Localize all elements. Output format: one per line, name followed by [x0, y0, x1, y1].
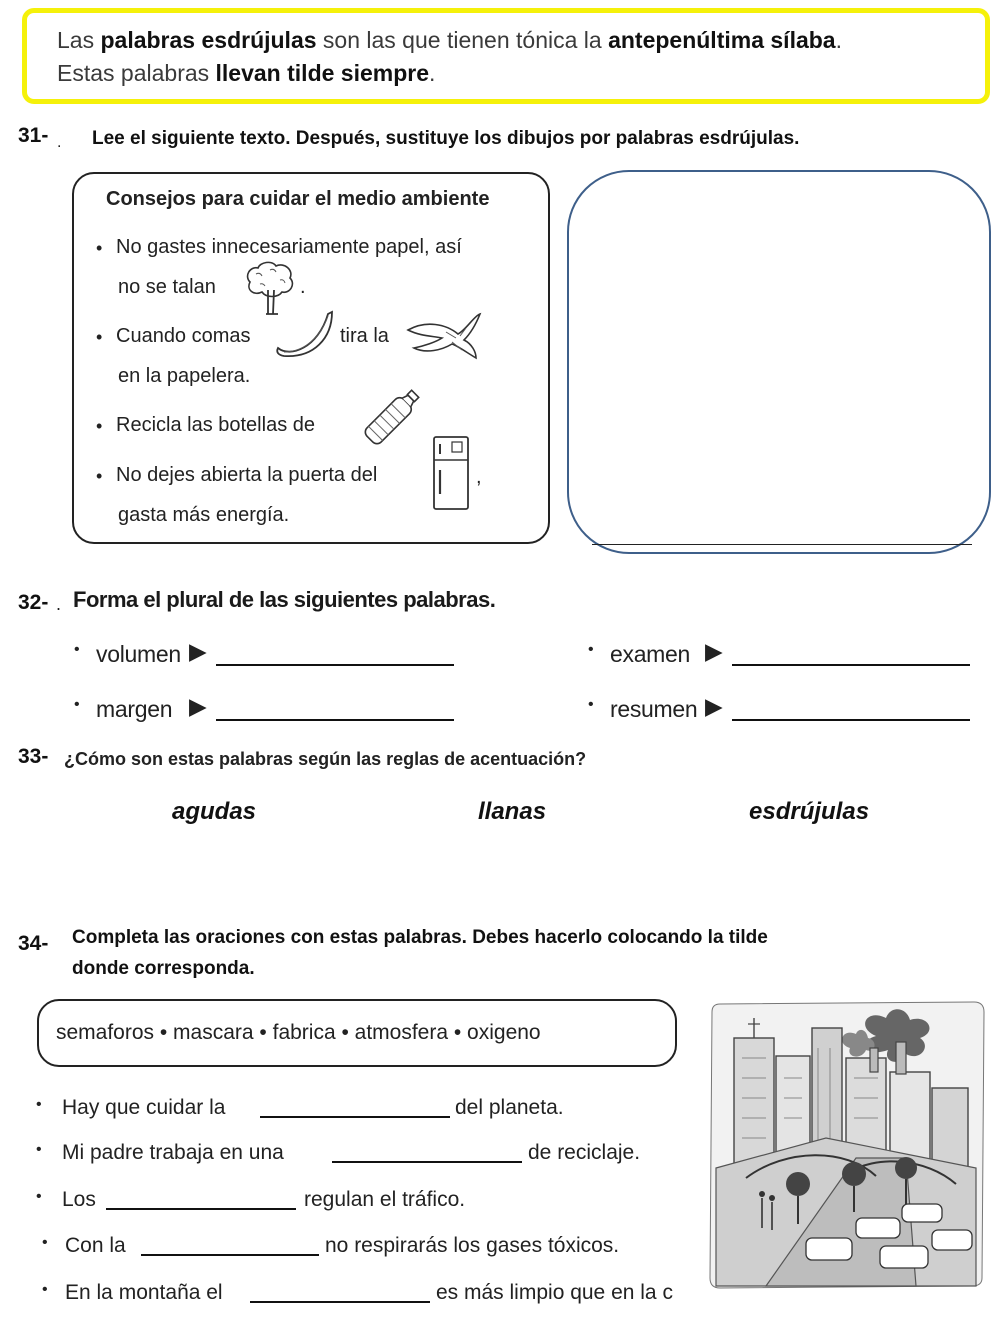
q32-bullet: •: [588, 696, 594, 713]
arrow-icon: ▶: [189, 638, 207, 664]
tip1-text-a: No gastes innecesariamente papel, así: [116, 236, 462, 258]
tip-bullet: •: [96, 327, 103, 347]
tip2-text-a: Cuando comas: [116, 325, 251, 347]
q32-number: 32-: [18, 591, 49, 614]
q32-dot: .: [56, 594, 62, 614]
sentence3-a: Los: [62, 1188, 96, 1211]
arrow-icon: ▶: [189, 693, 207, 719]
word-bank: semaforos • mascara • fabrica • atmosfera • oxigeno: [56, 1021, 541, 1044]
answer-blank-s5[interactable]: [250, 1301, 430, 1303]
q32-bullet: •: [588, 641, 594, 658]
q31-dot: .: [57, 134, 62, 151]
answer-blank-s3[interactable]: [106, 1208, 296, 1210]
sentence-bullet: •: [36, 1141, 42, 1158]
banana-peel-icon: [406, 310, 482, 362]
category-agudas: agudas: [172, 798, 257, 825]
word-bank-box: [37, 999, 677, 1067]
answer-box-31[interactable]: [567, 170, 991, 554]
polluted-city-icon: [706, 998, 986, 1290]
tip-bullet: •: [96, 416, 103, 436]
banana-icon: [274, 308, 336, 360]
sentence-bullet: •: [36, 1096, 42, 1113]
arrow-icon: ▶: [705, 638, 723, 664]
rule-line-1: Las palabras esdrújulas son las que tienen tónica la antepenúltima sílaba.: [57, 27, 842, 53]
sentence4-a: Con la: [65, 1234, 126, 1257]
tip1-period: .: [300, 276, 306, 298]
answer-blank-margen[interactable]: [216, 719, 454, 721]
q34-number: 34-: [18, 932, 49, 955]
q32-word-volumen: volumen: [96, 641, 181, 667]
q32-word-margen: margen: [96, 696, 173, 722]
q34-instruction-line2: donde corresponda.: [72, 958, 255, 979]
answer-blank-resumen[interactable]: [732, 719, 970, 721]
sentence4-b: no respirarás los gases tóxicos.: [325, 1234, 620, 1257]
fridge-icon: [430, 434, 472, 512]
tip-bullet: •: [96, 238, 103, 258]
tip2-text-c: en la papelera.: [118, 365, 251, 387]
rule-box: [22, 8, 990, 104]
tip3-text: Recicla las botellas de: [116, 414, 315, 436]
tip4-comma: ,: [476, 466, 482, 488]
q32-bullet: •: [74, 641, 80, 658]
q32-word-examen: examen: [610, 641, 691, 667]
q31-instruction: Lee el siguiente texto. Después, sustituye los dibujos por palabras esdrújulas.: [92, 128, 800, 149]
q33-number: 33-: [18, 745, 49, 768]
tip1-text-b: no se talan: [118, 276, 216, 298]
answer-blank-s2[interactable]: [332, 1161, 522, 1163]
tip4-text-c: gasta más energía.: [118, 504, 290, 526]
sentence-bullet: •: [42, 1281, 48, 1298]
sentence1-a: Hay que cuidar la: [62, 1096, 226, 1119]
sentence-bullet: •: [36, 1188, 42, 1205]
q31-number: 31-: [18, 124, 49, 147]
q32-word-resumen: resumen: [610, 696, 698, 722]
sentence5-a: En la montaña el: [65, 1281, 223, 1304]
arrow-icon: ▶: [705, 693, 723, 719]
answer-blank-s4[interactable]: [141, 1254, 319, 1256]
answer-blank-examen[interactable]: [732, 664, 970, 666]
rule-line-2: Estas palabras llevan tilde siempre.: [57, 60, 436, 86]
q32-instruction: Forma el plural de las siguientes palabras.: [73, 587, 496, 612]
sentence5-b: es más limpio que en la c: [436, 1281, 673, 1304]
answer-blank-s1[interactable]: [260, 1116, 450, 1118]
tips-title: Consejos para cuidar el medio ambiente: [106, 188, 490, 210]
category-esdrujulas: esdrújulas: [749, 798, 870, 825]
q34-instruction-line1: Completa las oraciones con estas palabras. Debes hacerlo colocando la tilde: [72, 927, 768, 948]
plastic-bottle-icon: [350, 384, 428, 456]
tip4-text-a: No dejes abierta la puerta del: [116, 464, 378, 486]
category-llanas: llanas: [478, 798, 547, 825]
q32-bullet: •: [74, 696, 80, 713]
sentence2-a: Mi padre trabaja en una: [62, 1141, 284, 1164]
sentence3-b: regulan el tráfico.: [304, 1188, 466, 1211]
tips-box: [72, 172, 550, 544]
sentence2-b: de reciclaje.: [528, 1141, 641, 1164]
q33-instruction: ¿Cómo son estas palabras según las reglas de acentuación?: [64, 749, 587, 769]
answer-baseline: [592, 544, 972, 545]
tip2-text-b: tira la: [340, 325, 389, 347]
tip-bullet: •: [96, 466, 103, 486]
sentence1-b: del planeta.: [455, 1096, 564, 1119]
answer-blank-volumen[interactable]: [216, 664, 454, 666]
sentence-bullet: •: [42, 1234, 48, 1251]
